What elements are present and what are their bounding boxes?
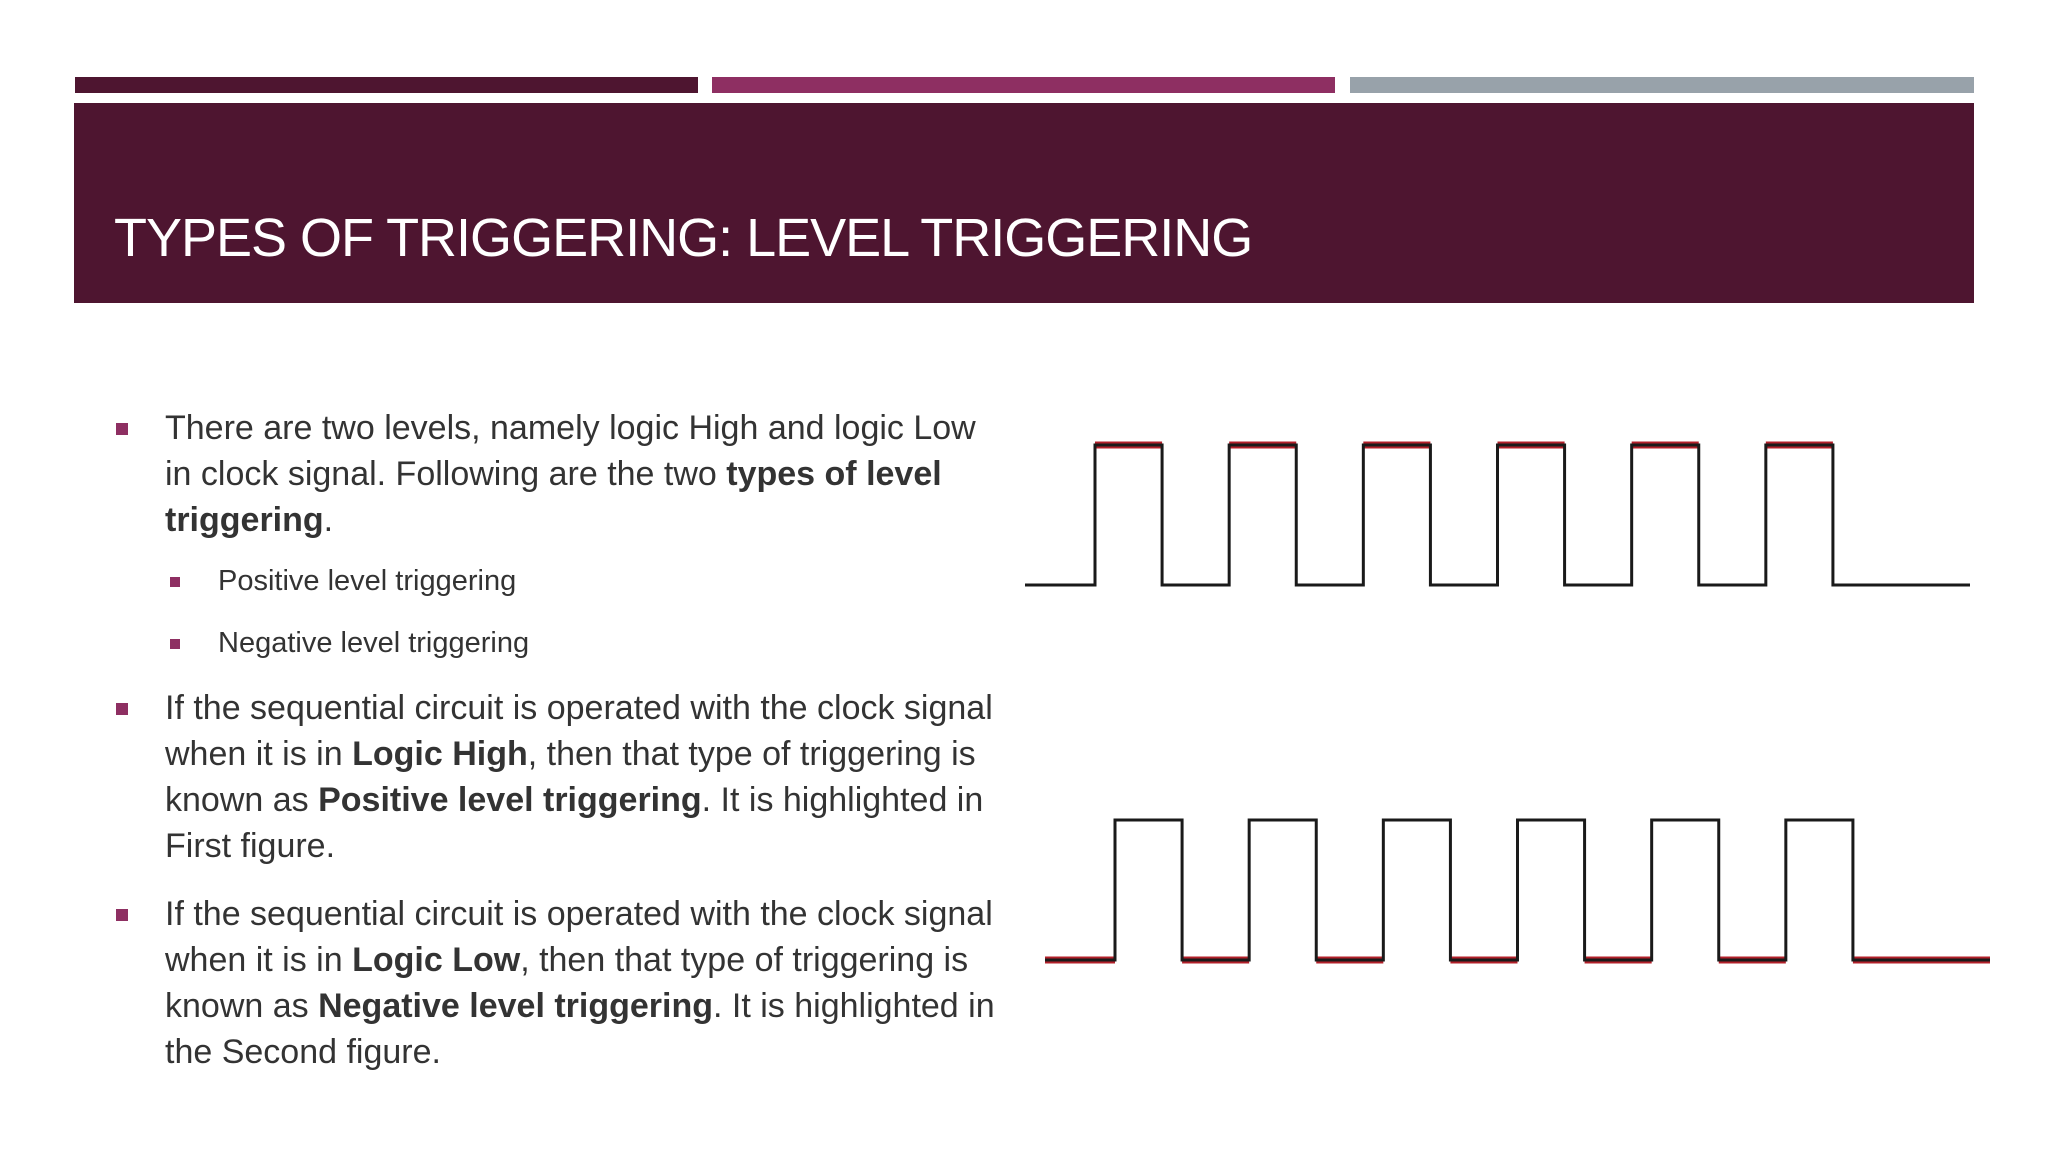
sub-bullet-marker-icon: [170, 639, 180, 649]
bullet-levels: [110, 405, 1010, 543]
bullet-text: If the sequential circuit is operated with the clock signal when it is in: [165, 689, 993, 773]
slide-title: TYPES OF TRIGGERING: LEVEL TRIGGERING: [114, 208, 1253, 268]
bullet-text: . It is highlighted in First figure.: [165, 781, 984, 865]
negative-level-waveform: [1045, 800, 1990, 975]
sub-bullet-negative: [110, 623, 1010, 663]
title-band: [74, 103, 1974, 303]
sub-bullet-list: [110, 561, 1010, 663]
accent-bar-gray: [1350, 77, 1974, 93]
positive-level-waveform: [1025, 425, 1970, 600]
bullet-text: There are two levels, namely logic High and logic Low in clock signal. Following are the two: [165, 409, 976, 493]
bullet-marker-icon: [116, 703, 128, 715]
bullet-text: .: [323, 501, 334, 539]
bullet-text: If the sequential circuit is operated with the clock signal when it is in: [165, 895, 993, 979]
clock-signal-line: [1045, 820, 1990, 960]
bullet-marker-icon: [116, 423, 128, 435]
sub-bullet-marker-icon: [170, 577, 180, 587]
accent-bar-dark: [75, 77, 698, 93]
slide-body: [110, 405, 1010, 1097]
bullet-text: . It is highlighted in the Second figure.: [165, 987, 995, 1071]
sub-bullet-text: Positive level triggering: [218, 565, 517, 597]
sub-bullet-text: Negative level triggering: [218, 627, 530, 659]
bullet-negative-level: [110, 891, 1010, 1075]
bullet-positive-level: [110, 685, 1010, 869]
bullet-emphasis: types of level triggering: [165, 455, 942, 539]
clock-signal-line: [1025, 445, 1970, 585]
bullet-emphasis: Logic Low: [352, 941, 521, 979]
bullet-emphasis: Negative level triggering: [318, 987, 713, 1025]
bullet-emphasis: Logic High: [352, 735, 528, 773]
bullet-text: , then that type of triggering is known as: [165, 735, 976, 819]
bullet-emphasis: Positive level triggering: [318, 781, 702, 819]
bullet-marker-icon: [116, 909, 128, 921]
accent-bar-magenta: [712, 77, 1335, 93]
sub-bullet-positive: [110, 561, 1010, 601]
bullet-text: , then that type of triggering is known as: [165, 941, 969, 1025]
